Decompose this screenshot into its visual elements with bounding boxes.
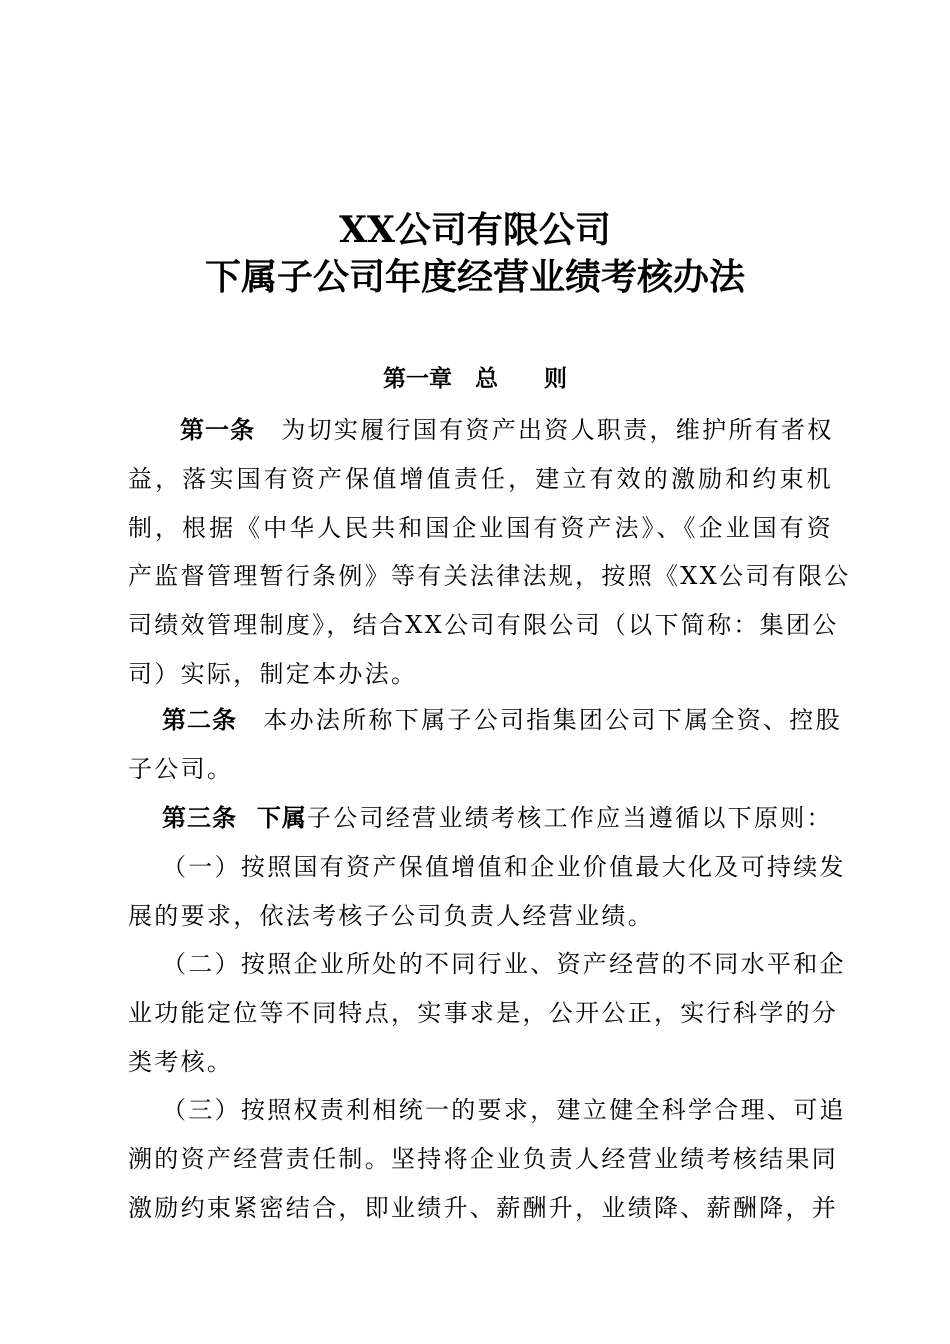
item-1-line-1: （一）按照国有资产保值增值和企业价值最大化及可持续发: [162, 853, 846, 881]
document-title-line-2: 下属子公司年度经营业绩考核办法: [204, 256, 745, 298]
article-2-label: 第二条: [162, 705, 237, 734]
chapter-heading: 第一章 总 则: [383, 365, 567, 392]
article-3-bold-lead: 下属: [256, 803, 307, 832]
item-3-line-3: 激励约束紧密结合，即业绩升、薪酬升，业绩降、薪酬降，并: [128, 1193, 839, 1222]
article-1-line-5: 司绩效管理制度》，结合XX公司有限公司（以下简称：集团公: [128, 611, 839, 640]
article-3-label: 第三条: [162, 803, 237, 832]
article-1-label: 第一条: [180, 415, 255, 444]
article-1: [128, 406, 851, 699]
principle-item-1: [128, 843, 846, 941]
article-2-line-1: [128, 696, 842, 745]
article-1-line-1: [128, 406, 833, 455]
article-3-text-1: 子公司经营业绩考核工作应当遵循以下原则：: [306, 804, 833, 832]
item-3-line-1: （三）按照权责利相统一的要求，建立健全科学合理、可追: [162, 1096, 846, 1124]
article-3-line-1: [128, 794, 833, 843]
document-title-line-1: XX公司有限公司: [339, 209, 611, 251]
article-1-line-6: 司）实际，制定本办法。: [128, 659, 418, 688]
article-1-line-4: 产监督管理暂行条例》等有关法律法规，按照《XX公司有限公: [128, 562, 851, 591]
item-2-line-3: 类考核。: [128, 1047, 234, 1076]
article-1-text-1: 为切实履行国有资产出资人职责，维护所有者权: [281, 416, 834, 444]
article-2-line-2: 子公司。: [128, 754, 234, 783]
principle-item-3: [128, 1086, 846, 1232]
article-2: [128, 696, 842, 794]
article-1-line-3: 制，根据《中华人民共和国企业国有资产法》、《企业国有资: [128, 513, 833, 542]
item-1-line-2: 展的要求，依法考核子公司负责人经营业绩。: [128, 901, 654, 930]
principle-item-2: [128, 940, 846, 1086]
article-2-text-1: 本办法所称下属子公司指集团公司下属全资、控股: [263, 706, 842, 734]
article-1-line-2: 益，落实国有资产保值增值责任，建立有效的激励和约束机: [128, 464, 833, 493]
article-3: [128, 794, 833, 843]
item-2-line-2: 业功能定位等不同特点，实事求是，公开公正，实行科学的分: [128, 998, 839, 1027]
item-3-line-2: 溯的资产经营责任制。坚持将企业负责人经营业绩考核结果同: [128, 1144, 839, 1173]
item-2-line-1: （二）按照企业所处的不同行业、资产经营的不同水平和企: [162, 950, 846, 978]
